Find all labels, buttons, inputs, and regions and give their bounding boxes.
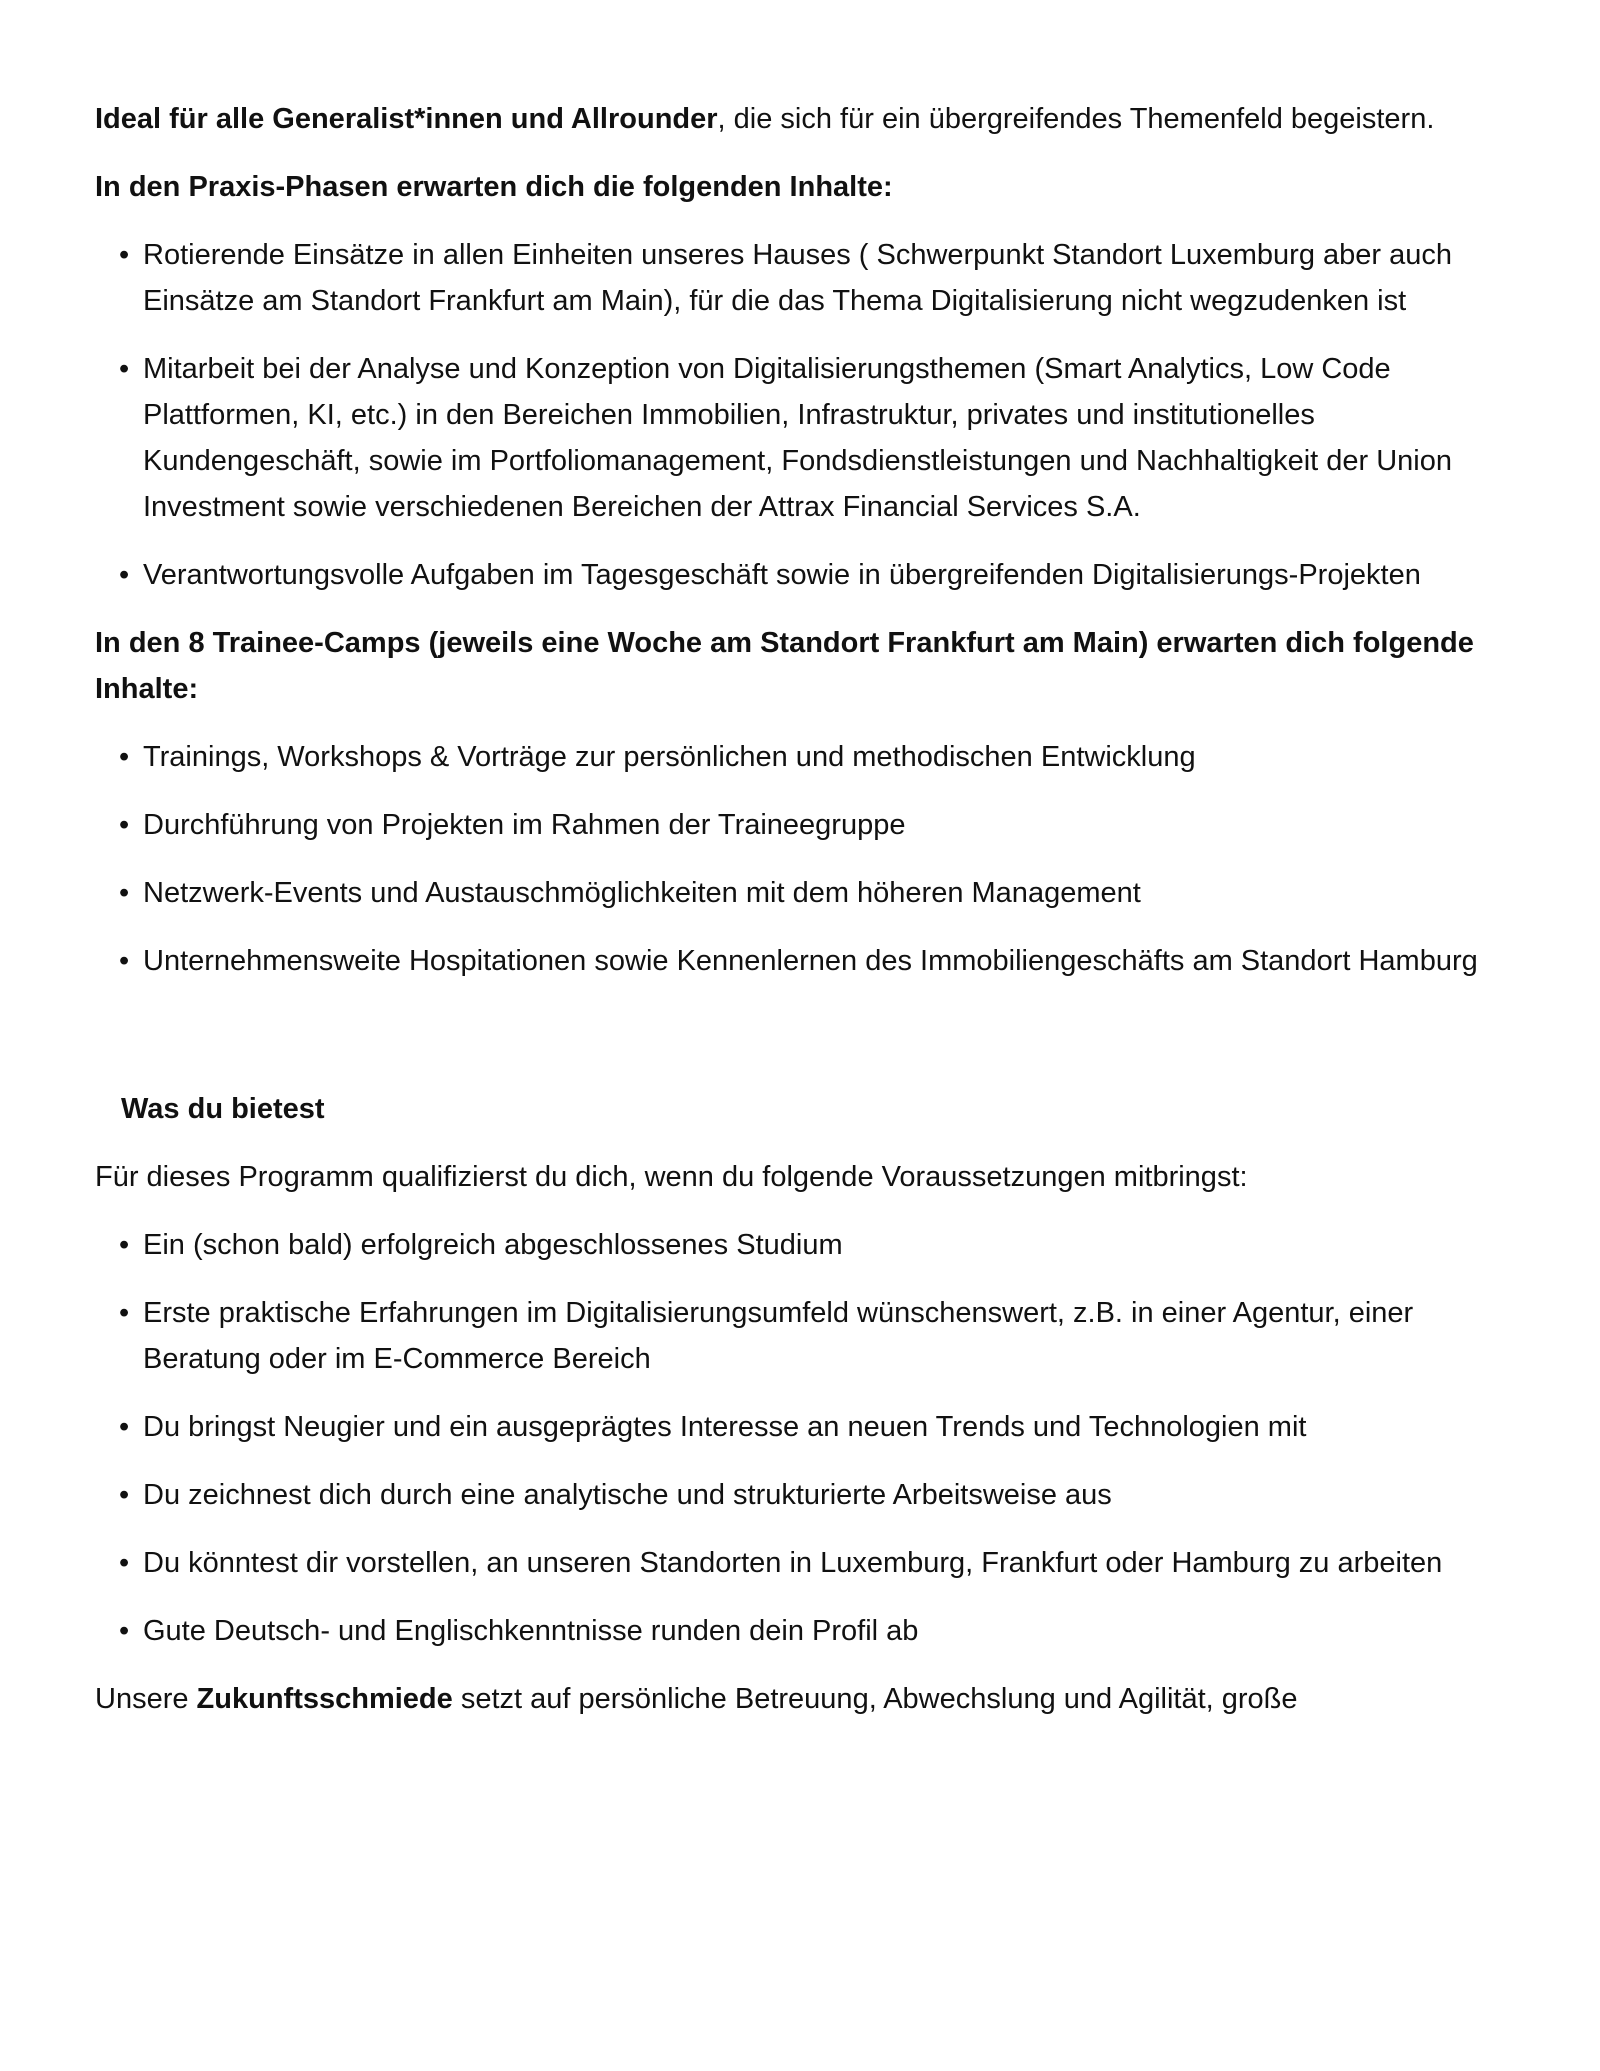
section-spacer <box>95 1006 1535 1086</box>
closing-bold: Zukunftsschmiede <box>196 1683 453 1715</box>
list-item-text: Du bringst Neugier und ein ausgeprägtes Interesse an neuen Trends und Technologien mit <box>143 1411 1307 1443</box>
offer-intro: Für dieses Programm qualifizierst du dich, wenn du folgende Voraussetzungen mitbringst: <box>95 1161 1248 1193</box>
list-item-text: Trainings, Workshops & Vorträge zur persönlichen und methodischen Entwicklung <box>143 741 1196 773</box>
camps-list <box>95 734 1535 984</box>
list-item-text: Netzwerk-Events und Austauschmöglichkeiten mit dem höheren Management <box>143 877 1141 909</box>
bullet-icon: • <box>119 1229 130 1261</box>
list-item <box>95 1222 1535 1268</box>
bullet-icon: • <box>119 809 130 841</box>
list-item <box>95 1540 1535 1586</box>
list-item-text: Unternehmensweite Hospitationen sowie Kennenlernen des Immobiliengeschäfts am Standort Hamburg <box>143 945 1478 977</box>
bullet-icon: • <box>119 353 130 385</box>
bullet-icon: • <box>119 1615 130 1647</box>
intro-paragraph <box>95 96 1535 142</box>
list-item <box>95 1404 1535 1450</box>
bullet-icon: • <box>119 239 130 271</box>
list-item <box>95 1290 1535 1382</box>
list-item-text: Rotierende Einsätze in allen Einheiten unseres Hauses ( Schwerpunkt Standort Luxemburg aber auch Einsätze am Standort Frankfurt am Main), für die das Thema Digitalisierung nicht wegzudenken ist <box>143 239 1452 317</box>
bullet-icon: • <box>119 945 130 977</box>
list-item <box>95 870 1535 916</box>
list-item-text: Du zeichnest dich durch eine analytische und strukturierte Arbeitsweise aus <box>143 1479 1112 1511</box>
bullet-icon: • <box>119 1547 130 1579</box>
offer-list <box>95 1222 1535 1654</box>
list-item <box>95 734 1535 780</box>
praxis-list <box>95 232 1535 598</box>
list-item <box>95 232 1535 324</box>
list-item-text: Mitarbeit bei der Analyse und Konzeption von Digitalisierungsthemen (Smart Analytics, Low Code Plattformen, KI, etc.) in den Bereichen Immobilien, Infrastruktur, privates und institutionelles Kundengeschäft, sowie im Portfoliomanagement, Fondsdienstleistungen und Nachhaltigkeit der Union Investment sowie verschiedenen Bereichen der Attrax Financial Services S.A. <box>143 353 1453 523</box>
closing-post: setzt auf persönliche Betreuung, Abwechslung und Agilität, große <box>452 1683 1298 1715</box>
closing-paragraph <box>95 1676 1535 1722</box>
list-item-text: Gute Deutsch- und Englischkenntnisse runden dein Profil ab <box>143 1615 919 1647</box>
list-item-text: Du könntest dir vorstellen, an unseren Standorten in Luxemburg, Frankfurt oder Hamburg zu arbeiten <box>143 1547 1443 1579</box>
bullet-icon: • <box>119 741 130 773</box>
document-page <box>95 96 1535 1722</box>
intro-rest: , die sich für ein übergreifendes Themenfeld begeistern. <box>717 103 1435 135</box>
closing-pre: Unsere <box>95 1683 197 1715</box>
list-item-text: Durchführung von Projekten im Rahmen der Traineegruppe <box>143 809 906 841</box>
list-item-text: Verantwortungsvolle Aufgaben im Tagesgeschäft sowie in übergreifenden Digitalisierungs-Projekten <box>143 559 1421 591</box>
praxis-heading: In den Praxis-Phasen erwarten dich die folgenden Inhalte: <box>95 171 893 203</box>
intro-bold: Ideal für alle Generalist*innen und Allrounder <box>95 103 718 135</box>
bullet-icon: • <box>119 877 130 909</box>
bullet-icon: • <box>119 1411 130 1443</box>
bullet-icon: • <box>119 1479 130 1511</box>
list-item <box>95 1608 1535 1654</box>
list-item <box>95 552 1535 598</box>
list-item-text: Ein (schon bald) erfolgreich abgeschlossenes Studium <box>143 1229 843 1261</box>
camps-heading: In den 8 Trainee-Camps (jeweils eine Woche am Standort Frankfurt am Main) erwarten dich folgende Inhalte: <box>95 627 1474 705</box>
list-item <box>95 346 1535 530</box>
list-item-text: Erste praktische Erfahrungen im Digitalisierungsumfeld wünschenswert, z.B. in einer Agentur, einer Beratung oder im E-Commerce Bereich <box>143 1297 1414 1375</box>
list-item <box>95 938 1535 984</box>
bullet-icon: • <box>119 1297 130 1329</box>
section-title-offer: Was du bietest <box>121 1093 325 1125</box>
list-item <box>95 802 1535 848</box>
bullet-icon: • <box>119 559 130 591</box>
list-item <box>95 1472 1535 1518</box>
